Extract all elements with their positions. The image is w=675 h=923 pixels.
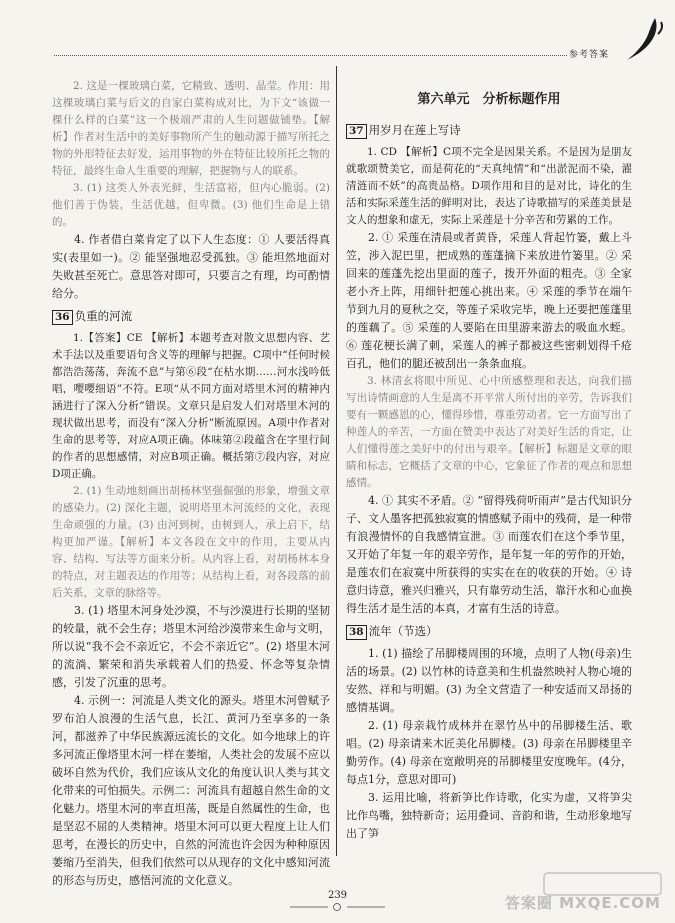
brush-stroke-icon [625, 14, 669, 64]
sec37-q1: 1. CD 【解析】C项不完全是因果关系。不是因为是朋友就歌颂赞美它，而是荷花的“天真纯情”和“出淤泥而不染，濯清涟而不妖”的高贵品格。D项作用和目的是对比，诗化的生活和实际采莲生活的鲜明对比，表达了诗歌描写的采莲美景是文人的想象和虚无，实际上采莲是十分辛苦和劳累的工作。 [346, 146, 632, 226]
section-38-title: 流年（节选） [368, 624, 438, 638]
section-36-heading [52, 307, 330, 325]
right-column [346, 66, 632, 843]
section-38-number: 38 [346, 625, 367, 640]
sec37-q2: 2. ① 采莲在清晨或者黄昏，采莲人背起竹篓，戴上斗笠，涉入泥巴里，把成熟的莲蓬摘下来放进竹篓里。② 采回来的莲蓬先挖出里面的莲子，拨开外面的粗壳。③ 全家老小齐上阵，用细针把莲心挑出来。④ 采莲的季节在端午节到九月的夏秋之交，等莲子采收完毕，晚上还要把莲蓬里的莲藕了。⑤ 采莲的人要陷在田里游来游去的吸血水蛭。⑥ 莲花梗长满了刺，采莲人的裤子都被这些密刺划得千疮百孔，他们的腿还被刮出一条条血痕。 [346, 231, 632, 370]
section-38-heading [346, 622, 632, 640]
section-36-number: 36 [52, 310, 73, 325]
column-divider [336, 66, 337, 856]
sec36-q2-faded: 2. (1) 生动地刻画出胡杨林坚强倔强的形象，增强文章的感染力。(2) 深化主题，说明塔里木河流经的文化，表现生命顽强的力量。(3) 由河到树，由树到人，承上启下，结构更加严谨。【解析】本文各段在文中的作用，主要从内容、结构、写法等方面来分析。从内容上看，对胡杨林本身的特点，对主题表达的作用等；从结构上看，对各段落的前后关系，文章的脉络等。 [52, 485, 330, 599]
sec37-q4: 4. ① 其实不矛盾。② “留得残荷听雨声”是古代知识分子、文人墨客把孤独寂寞的情感赋予雨中的残荷，是一种带有浪漫情怀的自我感情宣泄。③ 而莲农们在这个季节里，又开始了年复一年的艰辛劳作，是年复一年的劳作的开始，是莲农们在寂寞中所获得的实实在在的收获的开始。④ 诗意归诗意，雅兴归雅兴，只有靠劳动生活，靠汗水和心血换得生活才是生活的本真，才富有生活的诗意。 [346, 494, 632, 615]
header-label: 参考答案 [568, 50, 609, 60]
left-column [52, 66, 330, 890]
section-37-heading [346, 121, 632, 139]
header-dotted-rule [54, 55, 567, 56]
section-37-number: 37 [346, 124, 367, 139]
left-q4: 4. 作者借白菜肯定了以下人生态度：① 人要活得真实(表里如一)。② 能坚强地忍受孤独。③ 能坦然地面对失败甚至死亡。意思答对即可，只要言之有理，均可酌情给分。 [52, 233, 330, 300]
section-36-title: 负重的河流 [74, 309, 133, 323]
unit-title: 第六单元 分析标题作用 [417, 92, 561, 107]
page-number: 239 [327, 890, 348, 901]
watermark-text: 答案圈 MXQE.COM [504, 894, 661, 912]
sec36-q3: 3. (1) 塔里木河身处沙漠，不与沙漠进行长期的坚韧的较量，就不会生存；塔里木河给沙漠带来生命与文明，所以说“我不会不亲近它，不会不亲近它”。(2) 塔里木河的流淌、繁荣和消失承载着人们的热爱、怀念等复杂情感，引发了沉重的思考。 [52, 604, 330, 689]
left-q3-faded: 3. (1) 这类人外表光鲜，生活富裕，但内心脆弱。(2) 他们善于伪装，生活优越，但卑微。(3) 他们生命是上错的。 [52, 182, 330, 228]
sec38-q3: 3. 运用比喻，将新笋比作诗歌，化实为虚，又将笋尖比作鸟嘴，独特新奇；运用叠词、音韵和谐，生动形象地写出了笋 [346, 791, 632, 840]
sec36-q1: 1.【答案】CE 【解析】本题考查对散文思想内容、艺术手法以及重要语句含义等的理解与把握。C项中“任何时候都浩浩荡荡，奔流不息”与第⑥段“在枯水期……河水浅吟低唱，嘤嘤细语”不符。E项“从不同方面对塔里木河的精神内涵进行了深入分析”错误。文章只是启发人们对塔里木河的现状做出思考，而没有“深入分析”断流原因。A项中作者对生命的思考等，对应A项正确。体味第②段蕴含在字里行间的作者的思想感情，对应B项正确。概括第⑦段内容，对应D项正确。 [52, 332, 330, 480]
sec37-q3-faded: 3. 林清玄将眼中所见、心中所感整理和表达，向我们描写出诗情画意的人生是离不开平常人所付出的辛劳，告诉我们要有一颗感恩的心，懂得珍惜，尊重劳动者。它一方面写出了种莲人的辛苦，一方面在赞美中表达了对美好生活的肯定，让人们懂得莲之美好中的付出与艰辛。【解析】标题是文章的眼睛和标志，它概括了文章的中心，它象征了作者的观点和思想感情。 [346, 375, 632, 489]
footer-ornament-icon [290, 902, 385, 912]
sec36-q4: 4. 示例一：河流是人类文化的源头。塔里木河曾赋予罗布泊人浪漫的生活气息，长江、黄河乃至享多的一条河，都滋养了中华民族源远流长的文化。如今地球上的许多河流正像塔里木河一样在萎缩，人类社会的发展不应以破坏自然为代价，我们应该从文化的角度认识人类与其文化带来的可怕损失。示例二：河流具有超越自然生命的文化魅力。塔里木河的率直坦荡，既是自然属性的生命，也是坚忍不屈的人类精神。塔里木河可以更大程度上让人们思考，在漫长的历史中，自然的河流也许会因为种种原因萎缩乃至消失，但我们依然可以从现存的文化中感知河流的形态与历史，感悟河流的文化意义。 [52, 694, 330, 887]
left-q2-faded: 2. 这是一棵玻璃白菜，它精致、透明、晶莹。作用：用这棵玻璃白菜与后文的自家白菜构成对比，为下文“该做一棵什么样的白菜”这一个极端严肃的人生问题做铺垫。【解析】作者对生活中的美好事物所产生的触动源于描写所托之物的外形特征去好发，运用事物的外在特征比较所托之物的特征，最终生命人生重要的理解，把握物与人的联系。 [52, 80, 330, 177]
sec38-q1: 1. (1) 描绘了吊脚楼周围的环境，点明了人物(母亲)生活的场景。(2) 以竹林的诗意美和生机盎然映衬人物心境的安然、祥和与明媚。(3) 为全文营造了一种安适而又昂扬的感情基调。 [346, 647, 632, 714]
section-37-title: 用岁月在莲上写诗 [368, 123, 461, 137]
sec38-q2: 2. (1) 母亲栽竹成林并在翠竹丛中的吊脚楼生活、歌唱。(2) 母亲请来木匠美化吊脚楼。(3) 母亲在吊脚楼里辛勤劳作。(4) 母亲在宽敞明亮的吊脚楼里安度晚年。(4分，每点1分，意思对即可) [346, 719, 632, 786]
